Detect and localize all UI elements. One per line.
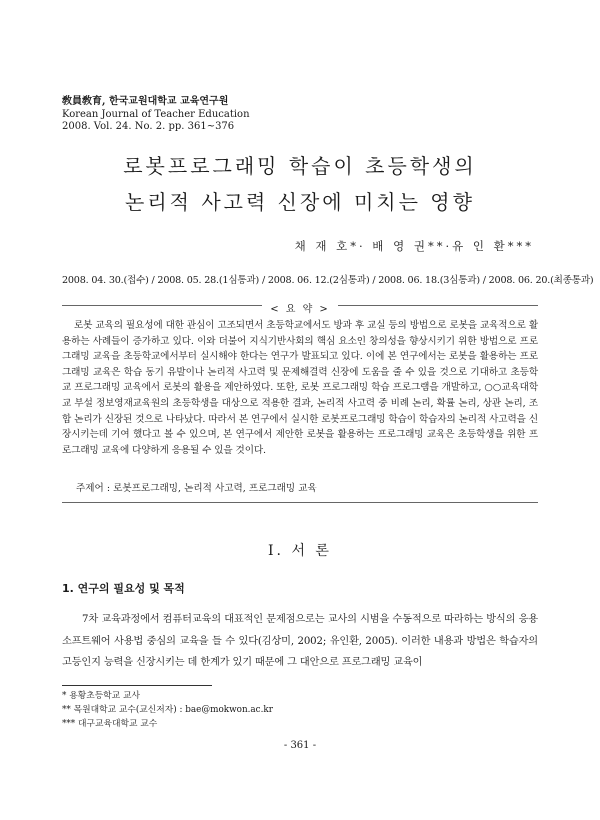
- authors: 채 재 호*· 배 영 권**·유 인 환***: [294, 239, 534, 253]
- journal-issue: 2008. Vol. 24. No. 2. pp. 361~376: [62, 121, 235, 132]
- footnote-1: * 용황초등학교 교사: [62, 691, 140, 701]
- footnote-2: ** 목원대학교 교수(교신저자) : bae@mokwon.ac.kr: [62, 705, 273, 715]
- body-paragraph: 7차 교육과정에서 컴퓨터교육의 대표적인 문제점으로는 교사의 시범을 수동적으로 따라하는 방식의 응용 소프트웨어 사용법 중심의 교육을 들 수 있다(김상미, 2002; 유인환, 2005). 이러한 내용과 방법은 학습자의 고등인지 능력을 신장시키는 데 한계가 있기 때문에 그 대안으로 프로그래밍 교육이: [62, 614, 538, 668]
- footnote-3: *** 대구교육대학교 교수: [62, 719, 158, 729]
- footnotes: [62, 689, 273, 731]
- keywords: 주제어 : 로봇프로그래밍, 논리적 사고력, 프로그래밍 교육: [76, 483, 317, 494]
- subsection-title: 1. 연구의 필요성 및 목적: [62, 582, 185, 595]
- section-title: Ⅰ. 서 론: [268, 543, 332, 559]
- abstract-bottom-rule: [62, 502, 538, 503]
- review-dates: 2008. 04. 30.(접수) / 2008. 05. 28.(1심통과) / 2008. 06. 12.(2심통과) / 2008. 06. 18.(3심통과) / 2008. 06. 20.(최종통과): [62, 275, 594, 286]
- journal-header: [62, 96, 250, 134]
- footnote-rule: [62, 685, 212, 686]
- abstract-text: 로봇 교육의 필요성에 대한 관심이 고조되면서 초등학교에서도 방과 후 교실 등의 방법으로 로봇을 교육적으로 활용하는 사례들이 증가하고 있다. 이와 더불어 지식기반사회의 핵심 요소인 창의성을 향상시키기 위한 방법으로 프로그래밍 교육을 초등학교에서부터 실시해야 한다는 연구가 발표되고 있다. 이에 본 연구에서는 로봇을 활용하는 프로그래밍 교육은 학습 동기 유발이나 논리적 사고력 및 문제해결력 신장에 도움을 줄 수 있을 것으로 기대하고 초등학교 프로그래밍 교육에서 로봇의 활용을 제안하였다. 또한, 로봇 프로그래밍 학습 프로그램을 개발하고, ○○교육대학교 부설 정보영재교육원의 초등학생을 대상으로 적용한 결과, 논리적 사고력 중 비례 논리, 확률 논리, 상관 논리, 조합 논리가 신장된 것으로 나타났다. 따라서 본 연구에서 실시한 로봇프로그래밍 학습이 학습자의 논리적 사고력을 신장시키는데 기여 했다고 볼 수 있으며, 본 연구에서 제안한 로봇을 활용하는 프로그래밍 교육은 초등학생을 위한 프로그래밍 교육에 다양하게 응용될 수 있을 것이다.: [62, 320, 538, 456]
- page-number: - 361 -: [283, 740, 317, 751]
- abstract-label: < 요 약 >: [262, 304, 338, 315]
- paper-title-line-2: 논리적 사고력 신장에 미치는 영향: [125, 190, 475, 214]
- paper-title-line-1: 로봇프로그래밍 학습이 초등학생의: [123, 154, 477, 178]
- abstract-label-wrap: [0, 297, 600, 316]
- journal-name-english: Korean Journal of Teacher Education: [62, 108, 250, 120]
- journal-name-korean: 敎員敎育, 한국교원대학교 교육연구원: [62, 96, 229, 107]
